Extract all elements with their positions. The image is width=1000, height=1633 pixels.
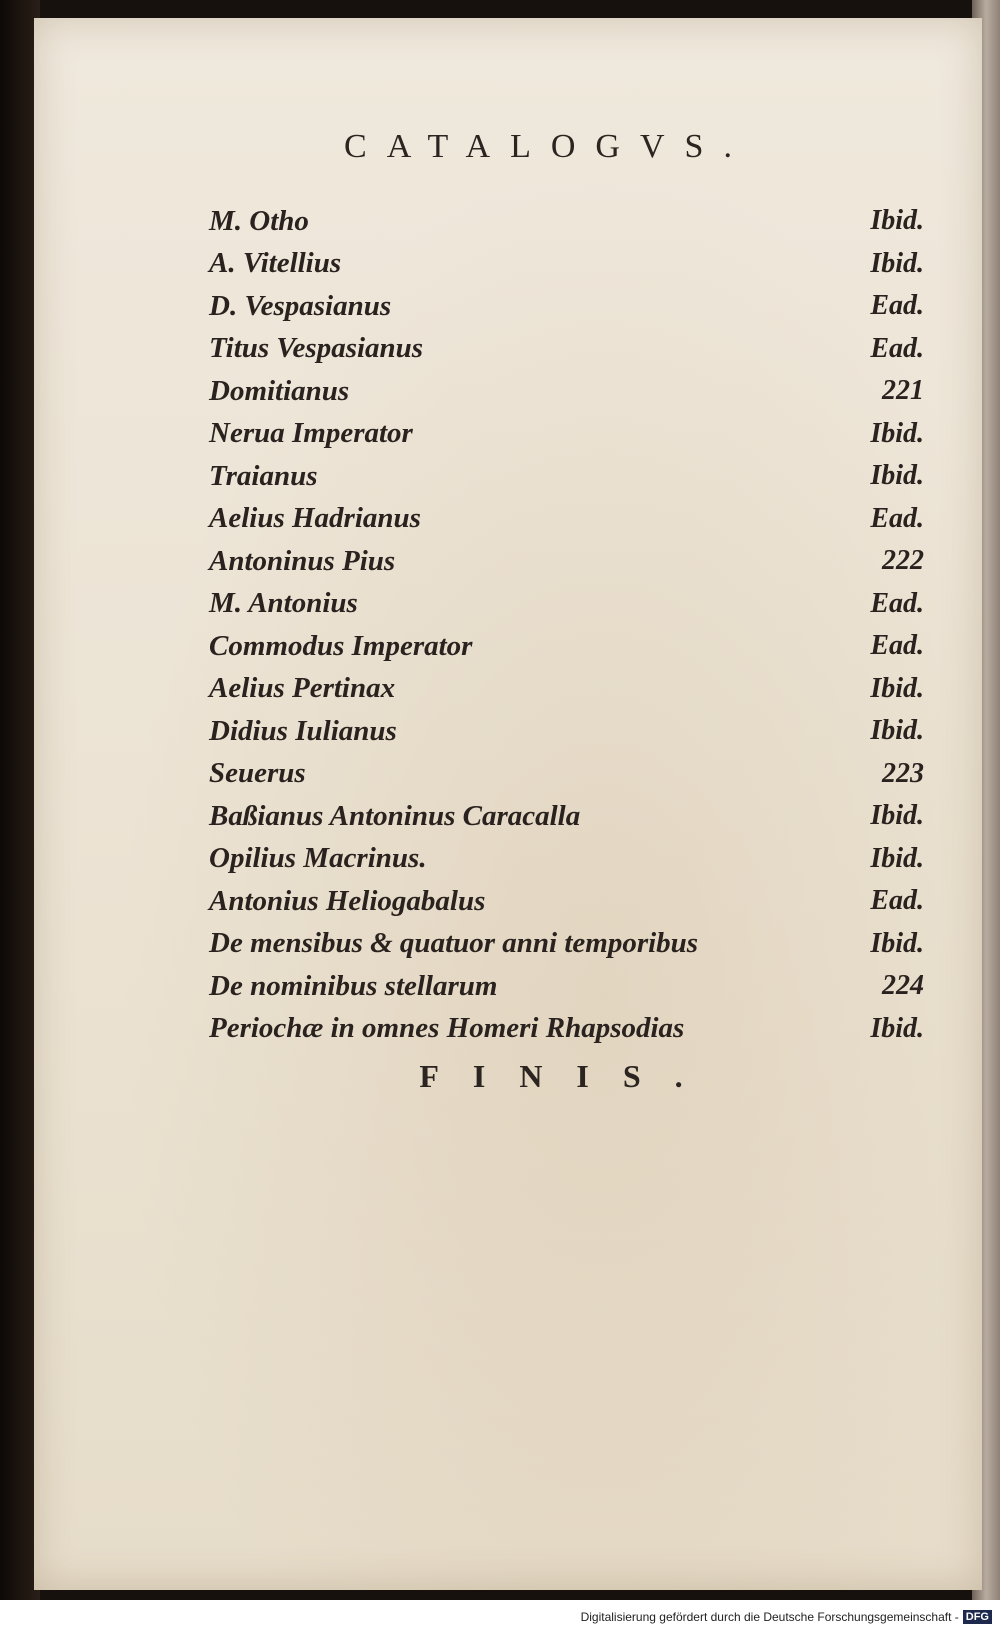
entry-page-ref: Ead. (870, 502, 924, 534)
entry-page-ref: Ibid. (870, 842, 924, 874)
entry-name: M. Otho (209, 204, 309, 237)
entry-name: Commodus Imperator (209, 629, 473, 662)
entry-page-ref: Ead. (870, 587, 924, 619)
catalog-entry (209, 880, 924, 923)
entry-name: D. Vespasianus (209, 289, 392, 322)
entry-page-ref: 222 (882, 545, 924, 577)
entry-page-ref: 223 (882, 757, 924, 789)
entry-name: Antoninus Pius (209, 544, 396, 577)
entry-page-ref: Ibid. (870, 715, 924, 747)
catalog-entry (209, 200, 924, 243)
entry-name: A. Vitellius (209, 247, 342, 280)
entry-page-ref: Ibid. (870, 1012, 924, 1044)
entry-name: Didius Iulianus (209, 714, 397, 747)
catalog-entry (209, 795, 924, 838)
finis-mark: FINIS. (419, 1058, 717, 1094)
catalog-entry (209, 838, 924, 881)
catalog-entry (209, 1008, 924, 1051)
entry-page-ref: Ibid. (870, 247, 924, 279)
book-page (34, 18, 982, 1590)
entry-page-ref: Ibid. (870, 927, 924, 959)
entry-page-ref: 224 (882, 970, 924, 1002)
entry-page-ref: Ead. (870, 290, 924, 322)
entry-name: Titus Vespasianus (209, 332, 424, 365)
catalog-list (209, 200, 924, 1050)
catalog-entry (209, 498, 924, 541)
catalog-entry (209, 243, 924, 286)
catalog-entry (209, 753, 924, 796)
catalog-entry (209, 285, 924, 328)
catalog-entry (209, 413, 924, 456)
entry-page-ref: Ibid. (870, 800, 924, 832)
catalog-entry (209, 583, 924, 626)
entry-page-ref: Ibid. (870, 672, 924, 704)
entry-name: Aelius Pertinax (209, 672, 396, 705)
entry-name: De mensibus & quatuor anni temporibus (209, 927, 699, 960)
digitization-credit-bar (0, 1600, 1000, 1633)
entry-name: Traianus (209, 459, 318, 492)
catalog-entry (209, 965, 924, 1008)
entry-name: Domitianus (209, 374, 350, 407)
entry-name: Aelius Hadrianus (209, 502, 421, 535)
entry-name: M. Antonius (209, 587, 358, 620)
entry-page-ref: Ibid. (870, 460, 924, 492)
running-header: CATALOGVS. (344, 128, 752, 165)
catalog-entry (209, 625, 924, 668)
entry-name: Nerua Imperator (209, 417, 413, 450)
entry-name: De nominibus stellarum (209, 969, 498, 1002)
catalog-entry (209, 370, 924, 413)
entry-page-ref: Ead. (870, 630, 924, 662)
catalog-entry (209, 455, 924, 498)
catalog-entry (209, 328, 924, 371)
entry-name: Seuerus (209, 757, 306, 790)
entry-name: Baßianus Antoninus Caracalla (209, 799, 581, 832)
entry-name: Opilius Macrinus. (209, 842, 427, 875)
entry-name: Antonius Heliogabalus (209, 884, 486, 917)
catalog-entry (209, 668, 924, 711)
entry-page-ref: Ibid. (870, 205, 924, 237)
entry-page-ref: 221 (882, 375, 924, 407)
credit-text: Digitalisierung gefördert durch die Deutsche Forschungsgemeinschaft - (580, 1609, 959, 1624)
catalog-entry (209, 923, 924, 966)
catalog-entry (209, 710, 924, 753)
dfg-logo-icon: DFG (963, 1610, 992, 1624)
entry-name: Periochæ in omnes Homeri Rhapsodias (209, 1012, 685, 1045)
entry-page-ref: Ibid. (870, 417, 924, 449)
catalog-entry (209, 540, 924, 583)
entry-page-ref: Ead. (870, 885, 924, 917)
entry-page-ref: Ead. (870, 332, 924, 364)
